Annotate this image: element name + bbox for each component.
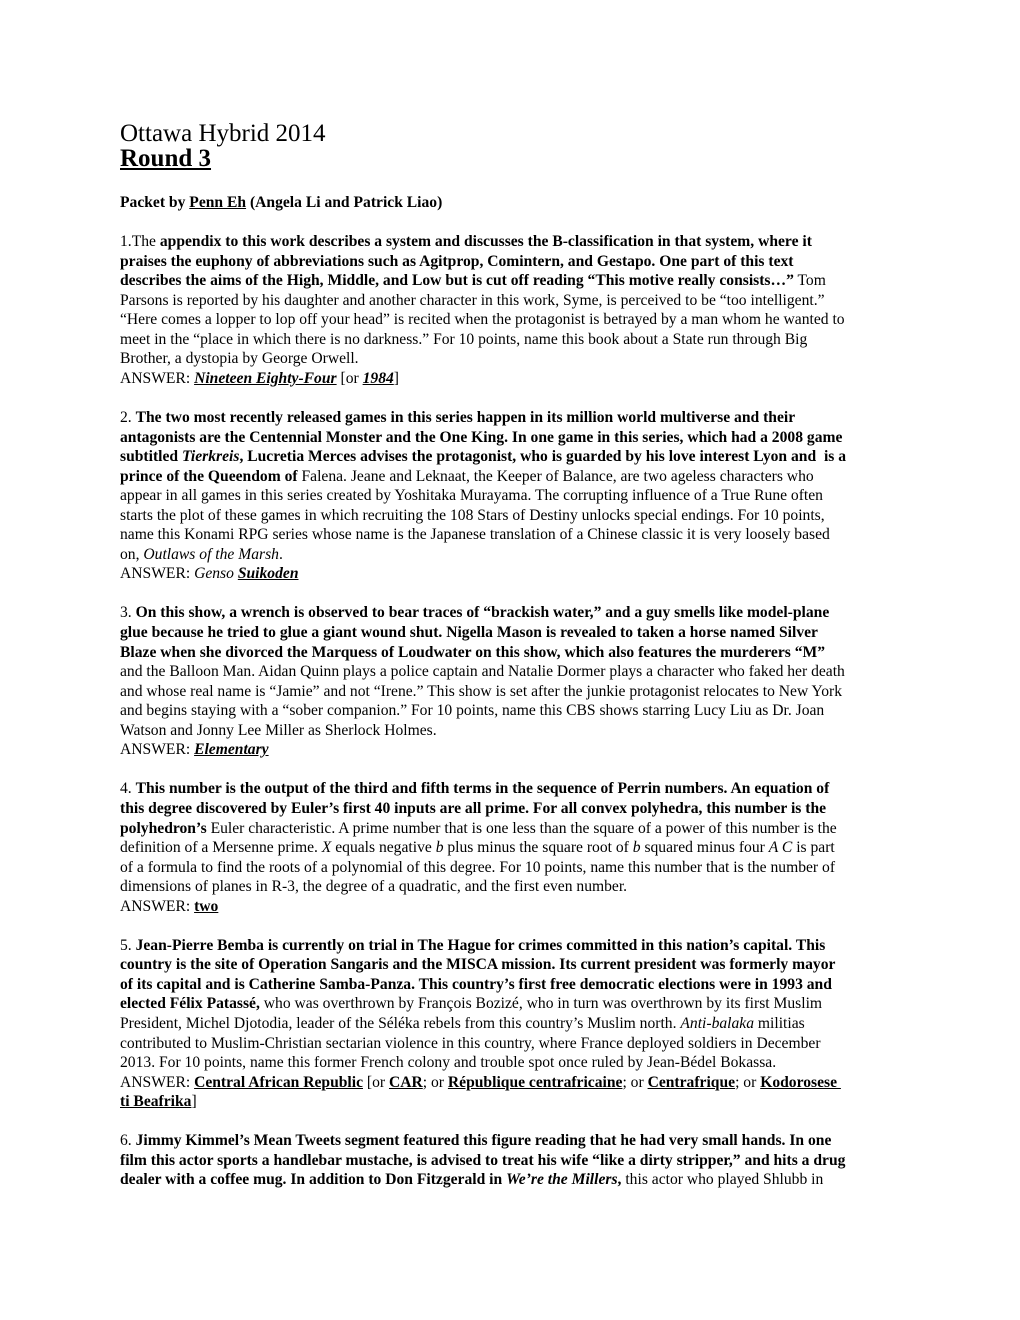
text-segment: Jimmy Kimmel’s Mean Tweets segment featured this figure reading that he had very small hands. In one bbox=[135, 1132, 832, 1150]
text-segment: On this show, a wrench is observed to bear traces of “brackish water,” and a guy smells like model-plane bbox=[135, 604, 830, 622]
text-segment: Genso bbox=[194, 565, 238, 583]
text-segment: is part bbox=[792, 839, 835, 857]
text-line bbox=[120, 721, 900, 741]
text-segment: ; or bbox=[735, 1073, 761, 1091]
text-segment: equals negative bbox=[331, 839, 436, 857]
question-3 bbox=[120, 603, 900, 759]
text-segment: [or bbox=[336, 369, 363, 387]
text-segment: Euler characteristic. A prime number that is one less than the square of a power of this number is the bbox=[210, 819, 837, 837]
text-segment: 6. bbox=[120, 1132, 136, 1150]
text-segment: Central African Republic bbox=[194, 1073, 363, 1091]
text-line bbox=[120, 955, 900, 975]
text-line bbox=[120, 975, 900, 995]
text-segment: starts the plot of these games in which recruiting the 108 Stars of Destiny unlocks special endings. For 10 points, bbox=[120, 506, 825, 524]
text-segment: b bbox=[435, 839, 444, 857]
text-segment: name this Konami RPG series whose name is the Japanese translation of a Chinese classic it is very loosely based bbox=[120, 526, 830, 544]
text-line bbox=[120, 662, 900, 682]
document-title: Ottawa Hybrid 2014 bbox=[120, 120, 326, 147]
text-segment: elected Félix Patassé, bbox=[120, 995, 264, 1013]
text-segment: film this actor sports a handlebar mustache, is advised to treat his wife “like a dirty stripper,” and hits a drug bbox=[120, 1151, 846, 1169]
text-line bbox=[120, 643, 900, 663]
text-line bbox=[120, 819, 900, 839]
text-segment: meet in the “place in which there is no darkness.” For 10 points, name this book about a State run through Big bbox=[120, 330, 808, 348]
text-line bbox=[120, 545, 900, 565]
text-segment: prince of the Queendom of bbox=[120, 467, 302, 485]
text-segment: this degree discovered by Euler’s first 40 inputs are all prime. For all convex polyhedra, this number is the bbox=[120, 799, 827, 817]
question-6 bbox=[120, 1131, 900, 1190]
text-segment: , Lucretia Merces advises the protagonist, who is guarded by his love interest Lyon and is a bbox=[239, 448, 847, 466]
text-segment: militias bbox=[754, 1014, 805, 1032]
text-segment: this actor who played Shlubb in bbox=[621, 1171, 824, 1189]
text-segment: République centrafricaine bbox=[447, 1073, 623, 1091]
question-2 bbox=[120, 408, 900, 584]
text-segment: A C bbox=[768, 839, 793, 857]
text-segment: 1.The bbox=[120, 233, 160, 251]
text-segment: praises the euphony of abbreviations such as Agitprop, Comintern, and Gestapo. One part of this text bbox=[120, 252, 794, 270]
text-line bbox=[120, 1092, 900, 1112]
text-line bbox=[120, 525, 900, 545]
text-segment: Tom bbox=[793, 272, 826, 290]
text-segment: glue because he tried to glue a giant wound shut. Nigella Mason is revealed to taken a horse named Silver bbox=[120, 624, 818, 642]
text-line bbox=[120, 1151, 900, 1171]
text-segment: . bbox=[278, 545, 283, 563]
text-segment: b bbox=[632, 839, 641, 857]
text-line bbox=[120, 486, 900, 506]
text-line bbox=[120, 623, 900, 643]
text-segment: ] bbox=[191, 1093, 197, 1111]
text-segment: contributed to Muslim-Christian sectarian violence in this country, where France deployed soldiers in December bbox=[120, 1034, 821, 1052]
text-line bbox=[120, 428, 900, 448]
text-segment: ANSWER: bbox=[120, 565, 195, 583]
text-line bbox=[120, 682, 900, 702]
text-line bbox=[120, 564, 900, 584]
text-line bbox=[120, 936, 900, 956]
text-segment: and begins staying with a “sober companion.” For 10 points, name this CBS shows starring Lucy Liu as Dr. Joan bbox=[120, 702, 825, 720]
text-segment: 3. bbox=[120, 604, 136, 622]
text-segment: appendix to this work describes a system and discusses the B-classification in that system, where it bbox=[159, 233, 812, 251]
text-segment: X bbox=[321, 839, 332, 857]
text-segment: Jean-Pierre Bemba is currently on trial in The Hague for crimes committed in this nation’s capital. This bbox=[135, 936, 826, 954]
text-segment: , bbox=[617, 1171, 622, 1189]
text-segment: definition of a Mersenne prime. bbox=[120, 839, 322, 857]
text-segment: “Here comes a lopper to lop off your head” is recited when the protagonist is betrayed by a man whom he wanted to bbox=[120, 311, 845, 329]
text-segment: Suikoden bbox=[237, 565, 299, 583]
text-line bbox=[120, 779, 900, 799]
question-5 bbox=[120, 936, 900, 1112]
text-segment: and whose real name is “Jamie” and not “Irene.” This show is set after the junkie protagonist relocates to New York bbox=[120, 682, 843, 700]
text-segment: dimensions of planes in R-3, the degree of a quadratic, and the first even number. bbox=[120, 878, 628, 896]
text-line bbox=[120, 877, 900, 897]
text-segment: ANSWER: bbox=[120, 369, 195, 387]
text-line bbox=[120, 1131, 900, 1151]
text-line bbox=[120, 1014, 900, 1034]
text-line bbox=[120, 603, 900, 623]
text-segment: We’re the Millers bbox=[506, 1171, 618, 1189]
text-segment: Centrafrique bbox=[647, 1073, 736, 1091]
questions-list bbox=[120, 232, 900, 1190]
text-segment: CAR bbox=[388, 1073, 423, 1091]
text-line bbox=[120, 740, 900, 760]
text-line bbox=[120, 1034, 900, 1054]
document-round: Round 3 bbox=[120, 144, 212, 172]
text-segment: ANSWER: bbox=[120, 897, 195, 915]
text-segment: (Angela Li and Patrick Liao) bbox=[246, 194, 443, 211]
text-line bbox=[120, 467, 900, 487]
text-segment: antagonists are the Centennial Monster and the One King. In one game in this series, which had a 2008 game bbox=[120, 428, 843, 446]
text-segment: ANSWER: bbox=[120, 1073, 195, 1091]
text-segment: and the Balloon Man. Aidan Quinn plays a police captain and Natalie Dormer plays a character who faked her death bbox=[120, 663, 845, 681]
text-line bbox=[120, 408, 900, 428]
text-segment: dealer with a coffee mug. In addition to Don Fitzgerald in bbox=[120, 1171, 507, 1189]
text-line bbox=[120, 858, 900, 878]
question-4 bbox=[120, 779, 900, 916]
text-segment: Brother, a dystopia by George Orwell. bbox=[120, 350, 359, 368]
text-segment: ANSWER: bbox=[120, 741, 195, 759]
text-segment: 1984 bbox=[362, 369, 394, 387]
text-segment: Nineteen Eighty-Four bbox=[194, 369, 337, 387]
text-segment: country is the site of Operation Sangaris and the MISCA mission. Its current president was formerly mayor bbox=[120, 956, 836, 974]
text-segment: This number is the output of the third and fifth terms in the sequence of Perrin numbers. An equation of bbox=[135, 780, 830, 798]
text-segment: who was overthrown by François Bozizé, who in turn was overthrown by its first Muslim bbox=[263, 995, 823, 1013]
text-segment: describes the aims of the High, Middle, and Low but is cut off reading “This motive really consists…” bbox=[120, 272, 794, 290]
text-segment: 2. bbox=[120, 409, 136, 427]
text-segment: President, Michel Djotodia, leader of the Séléka rebels from this country’s Muslim north. bbox=[120, 1014, 681, 1032]
text-segment: of its capital and is Catherine Samba-Panza. This country’s first free democratic elections were in 1993 and bbox=[120, 975, 832, 993]
text-segment: squared minus four bbox=[640, 839, 769, 857]
text-segment: Outlaws of the Marsh bbox=[143, 545, 279, 563]
text-segment: Anti-balaka bbox=[680, 1014, 755, 1032]
text-line bbox=[120, 232, 900, 252]
text-segment: ; or bbox=[622, 1073, 648, 1091]
text-segment: [or bbox=[363, 1073, 389, 1091]
text-line bbox=[120, 1073, 900, 1093]
text-segment: ti Beafrika bbox=[120, 1093, 192, 1111]
text-segment: two bbox=[194, 897, 219, 915]
text-line bbox=[120, 369, 900, 389]
text-line bbox=[120, 799, 900, 819]
text-segment: 5. bbox=[120, 936, 136, 954]
text-segment: plus minus the square root of bbox=[443, 839, 633, 857]
text-line bbox=[120, 349, 900, 369]
text-line bbox=[120, 897, 900, 917]
text-segment: Penn Eh bbox=[189, 194, 247, 211]
text-segment: ; or bbox=[422, 1073, 448, 1091]
text-line bbox=[120, 330, 900, 350]
text-line bbox=[120, 447, 900, 467]
text-segment: Kodorosese bbox=[760, 1073, 841, 1091]
text-segment: Falena. Jeane and Leknaat, the Keeper of Balance, are two ageless characters who bbox=[301, 467, 814, 485]
text-segment: of a formula to find the roots of a polynomial of this degree. For 10 points, name this number that is the number of bbox=[120, 858, 836, 876]
text-line bbox=[120, 271, 900, 291]
text-segment: Packet by bbox=[120, 194, 190, 211]
text-segment: The two most recently released games in this series happen in its million world multiverse and their bbox=[135, 409, 796, 427]
text-segment: appear in all games in this series created by Yoshitaka Murayama. The corrupting influence of a True Rune often bbox=[120, 487, 823, 505]
question-1 bbox=[120, 232, 900, 388]
text-segment: Blaze when she divorced the Marquess of Loudwater on this show, which also features the murderers “M” bbox=[120, 643, 826, 661]
text-segment: subtitled bbox=[120, 448, 182, 466]
text-segment: polyhedron’s bbox=[120, 819, 211, 837]
text-line bbox=[120, 1053, 900, 1073]
text-segment: on, bbox=[120, 545, 144, 563]
text-line bbox=[120, 310, 900, 330]
text-line bbox=[120, 838, 900, 858]
text-line bbox=[120, 291, 900, 311]
text-segment: ] bbox=[393, 369, 399, 387]
packet-byline bbox=[120, 193, 900, 213]
text-segment: Elementary bbox=[194, 741, 269, 759]
text-segment: Watson and Jonny Lee Miller as Sherlock Holmes. bbox=[120, 721, 437, 739]
text-line bbox=[120, 994, 900, 1014]
text-segment: 4. bbox=[120, 780, 136, 798]
text-line bbox=[120, 506, 900, 526]
text-segment: Parsons is reported by his daughter and another character in this work, Syme, is perceived to be “too intelligent.” bbox=[120, 291, 825, 309]
text-line bbox=[120, 1170, 900, 1190]
text-line bbox=[120, 701, 900, 721]
text-segment: 2013. For 10 points, name this former French colony and trouble spot once ruled by Jean-Bédel Bokassa. bbox=[120, 1054, 777, 1072]
text-segment: Tierkreis bbox=[181, 448, 240, 466]
text-line bbox=[120, 252, 900, 272]
